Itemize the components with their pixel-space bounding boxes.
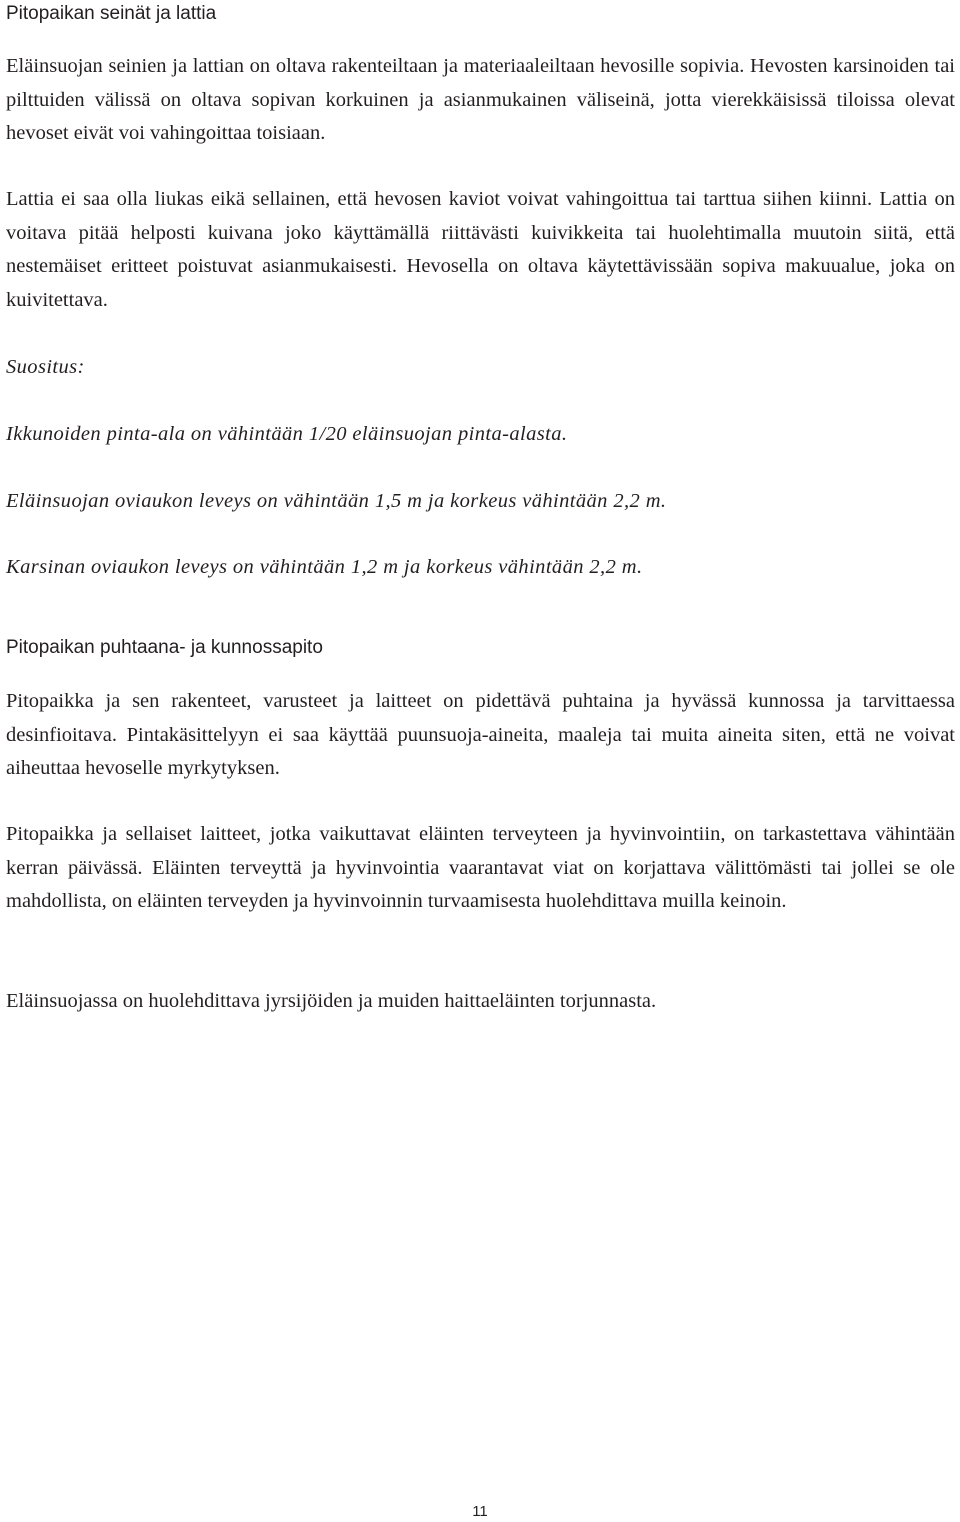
paragraph-walls: Eläinsuojan seinien ja lattian on oltava rakenteiltaan ja materiaaleiltaan hevosille sopivia. Hevosten karsinoiden tai pilttuiden välissä on oltava sopivan korkuinen ja asianmukainen väliseinä, jotta vierekkäisissä tiloissa olevat hevoset eivät voi vahingoittaa toisiaan. bbox=[6, 55, 955, 144]
paragraph-inspection: Pitopaikka ja sellaiset laitteet, jotka vaikuttavat eläinten terveyteen ja hyvinvointiin, on tarkastettava vähintään kerran päivässä. Eläinten terveyttä ja hyvinvointia vaarantavat viat on korjattava välittömästi tai jollei se ole mahdollista, on eläinten terveyden ja hyvinvoinnin turvaamisesta huolehdittava muilla keinoin. bbox=[6, 823, 955, 912]
recommendation-stall-door: Karsinan oviaukon leveys on vähintään 1,2 m ja korkeus vähintään 2,2 m. bbox=[6, 556, 643, 578]
recommendation-label: Suositus: bbox=[6, 356, 85, 378]
section-heading-walls-floor: Pitopaikan seinät ja lattia bbox=[6, 3, 217, 24]
section-heading-maintenance: Pitopaikan puhtaana- ja kunnossapito bbox=[6, 637, 323, 658]
paragraph-floor: Lattia ei saa olla liukas eikä sellainen, että hevosen kaviot voivat vahingoittua tai tarttua siihen kiinni. Lattia on voitava pitää helposti kuivana joko käyttämällä riittävästi kuivikkeita tai huolehtimalla muutoin siitä, että nestemäiset eritteet poistuvat asianmukaisesti. Hevosella on oltava käytettävissään sopiva makuualue, joka on kuivitettava. bbox=[6, 188, 955, 311]
paragraph-cleaning: Pitopaikka ja sen rakenteet, varusteet ja laitteet on pidettävä puhtaina ja hyvässä kunnossa ja tarvittaessa desinfioitava. Pintakäsittelyyn ei saa käyttää puunsuoja-aineita, maaleja tai muita aineita siten, että ne voivat aiheuttaa hevoselle myrkytyksen. bbox=[6, 690, 955, 779]
paragraph-pest-control: Eläinsuojassa on huolehdittava jyrsijöiden ja muiden haittaeläinten torjunnasta. bbox=[6, 990, 657, 1012]
recommendation-shelter-door: Eläinsuojan oviaukon leveys on vähintään 1,5 m ja korkeus vähintään 2,2 m. bbox=[6, 490, 667, 512]
page-number: 11 bbox=[472, 1503, 488, 1520]
recommendation-windows: Ikkunoiden pinta-ala on vähintään 1/20 eläinsuojan pinta-alasta. bbox=[6, 423, 568, 445]
